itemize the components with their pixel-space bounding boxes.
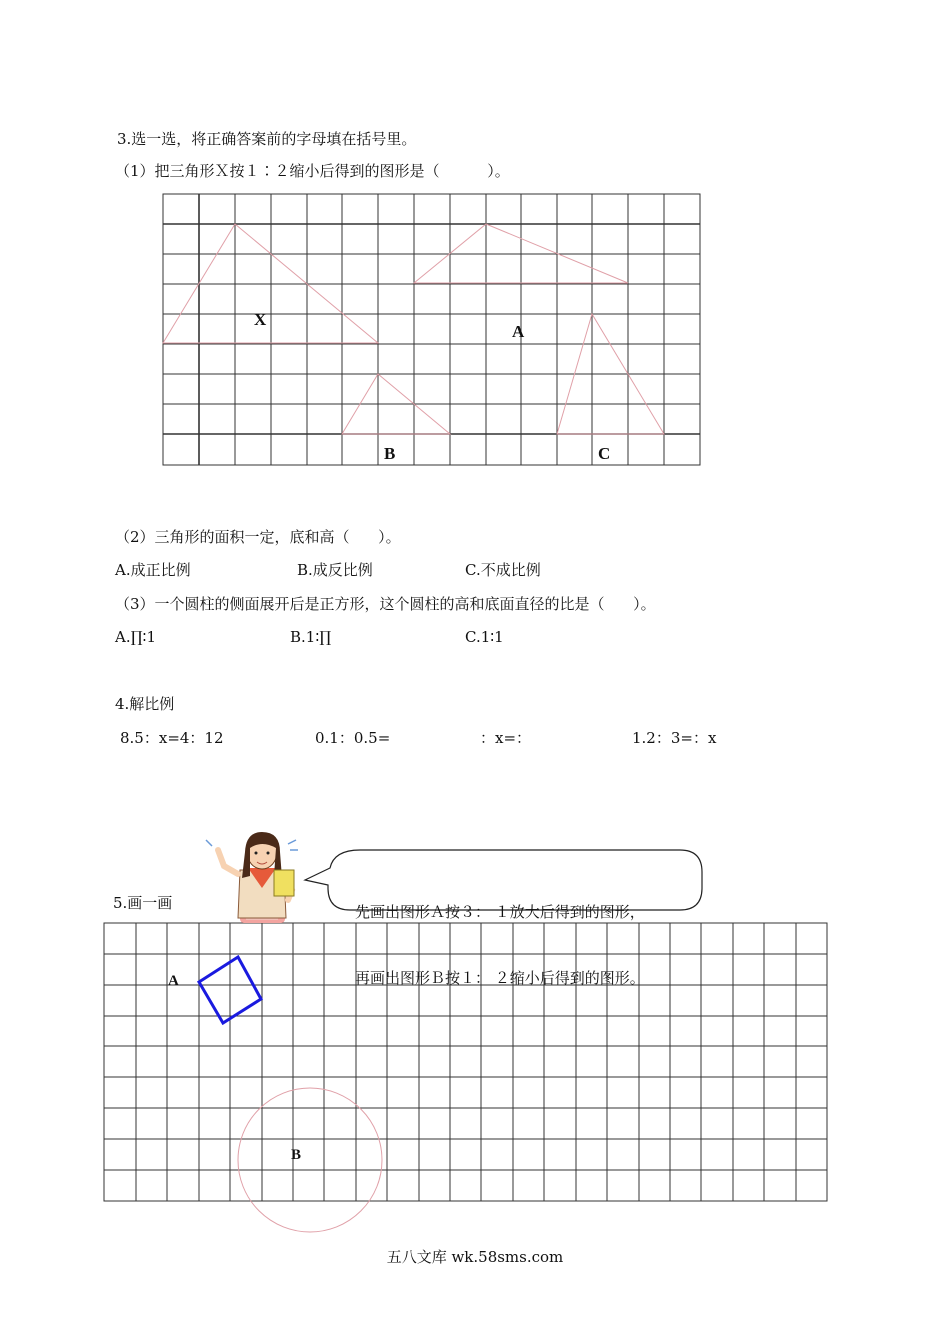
q3-title: 3.选一选，将正确答案前的字母填在括号里。 — [117, 130, 417, 148]
label-a: A — [512, 322, 525, 341]
bubble-text — [355, 857, 645, 1011]
q4-title: 4.解比例 — [115, 695, 175, 713]
q3-sub2: （2）三角形的面积一定，底和高（ ）。 — [115, 528, 401, 546]
q3-sub2-option-b: B.成反比例 — [297, 561, 373, 579]
label-b: B — [384, 444, 396, 463]
q3-sub3-option-b: B.1∶∏ — [290, 628, 332, 646]
label-x: X — [254, 310, 267, 329]
teacher-illustration — [206, 832, 298, 923]
bubble-line-1: 先画出图形Ａ按３： １放大后得到的图形， — [355, 903, 645, 921]
q3-sub2-option-c: C.不成比例 — [465, 561, 541, 579]
q4-item-2: 0.1：0.5= — [315, 729, 391, 747]
q3-sub3-option-a: A.∏∶1 — [115, 628, 156, 646]
label-c: C — [598, 444, 611, 463]
q3-sub3: （3）一个圆柱的侧面展开后是正方形，这个圆柱的高和底面直径的比是（ ）。 — [115, 595, 656, 613]
q3-grid — [163, 194, 700, 465]
q3-sub2-option-a: A.成正比例 — [115, 561, 191, 579]
q5-title: 5.画一画 — [113, 894, 173, 912]
q4-item-3: ：x=： — [480, 729, 532, 747]
footer-watermark: 五八文库 wk.58sms.com — [386, 1248, 564, 1266]
q4-item-1: 8.5：x=4：12 — [120, 729, 224, 747]
shape-b-circle — [238, 1088, 382, 1232]
label-shape-a: A — [168, 973, 179, 989]
label-shape-b: B — [291, 1147, 302, 1163]
q3-sub1: （1）把三角形Ｘ按１∶２缩小后得到的图形是（ ）。 — [115, 162, 510, 180]
q3-sub3-option-c: C.1∶1 — [465, 628, 504, 646]
bubble-line-2: 再画出图形Ｂ按１： ２缩小后得到的图形。 — [355, 969, 645, 987]
q4-item-4: 1.2：3=：x — [632, 729, 717, 747]
